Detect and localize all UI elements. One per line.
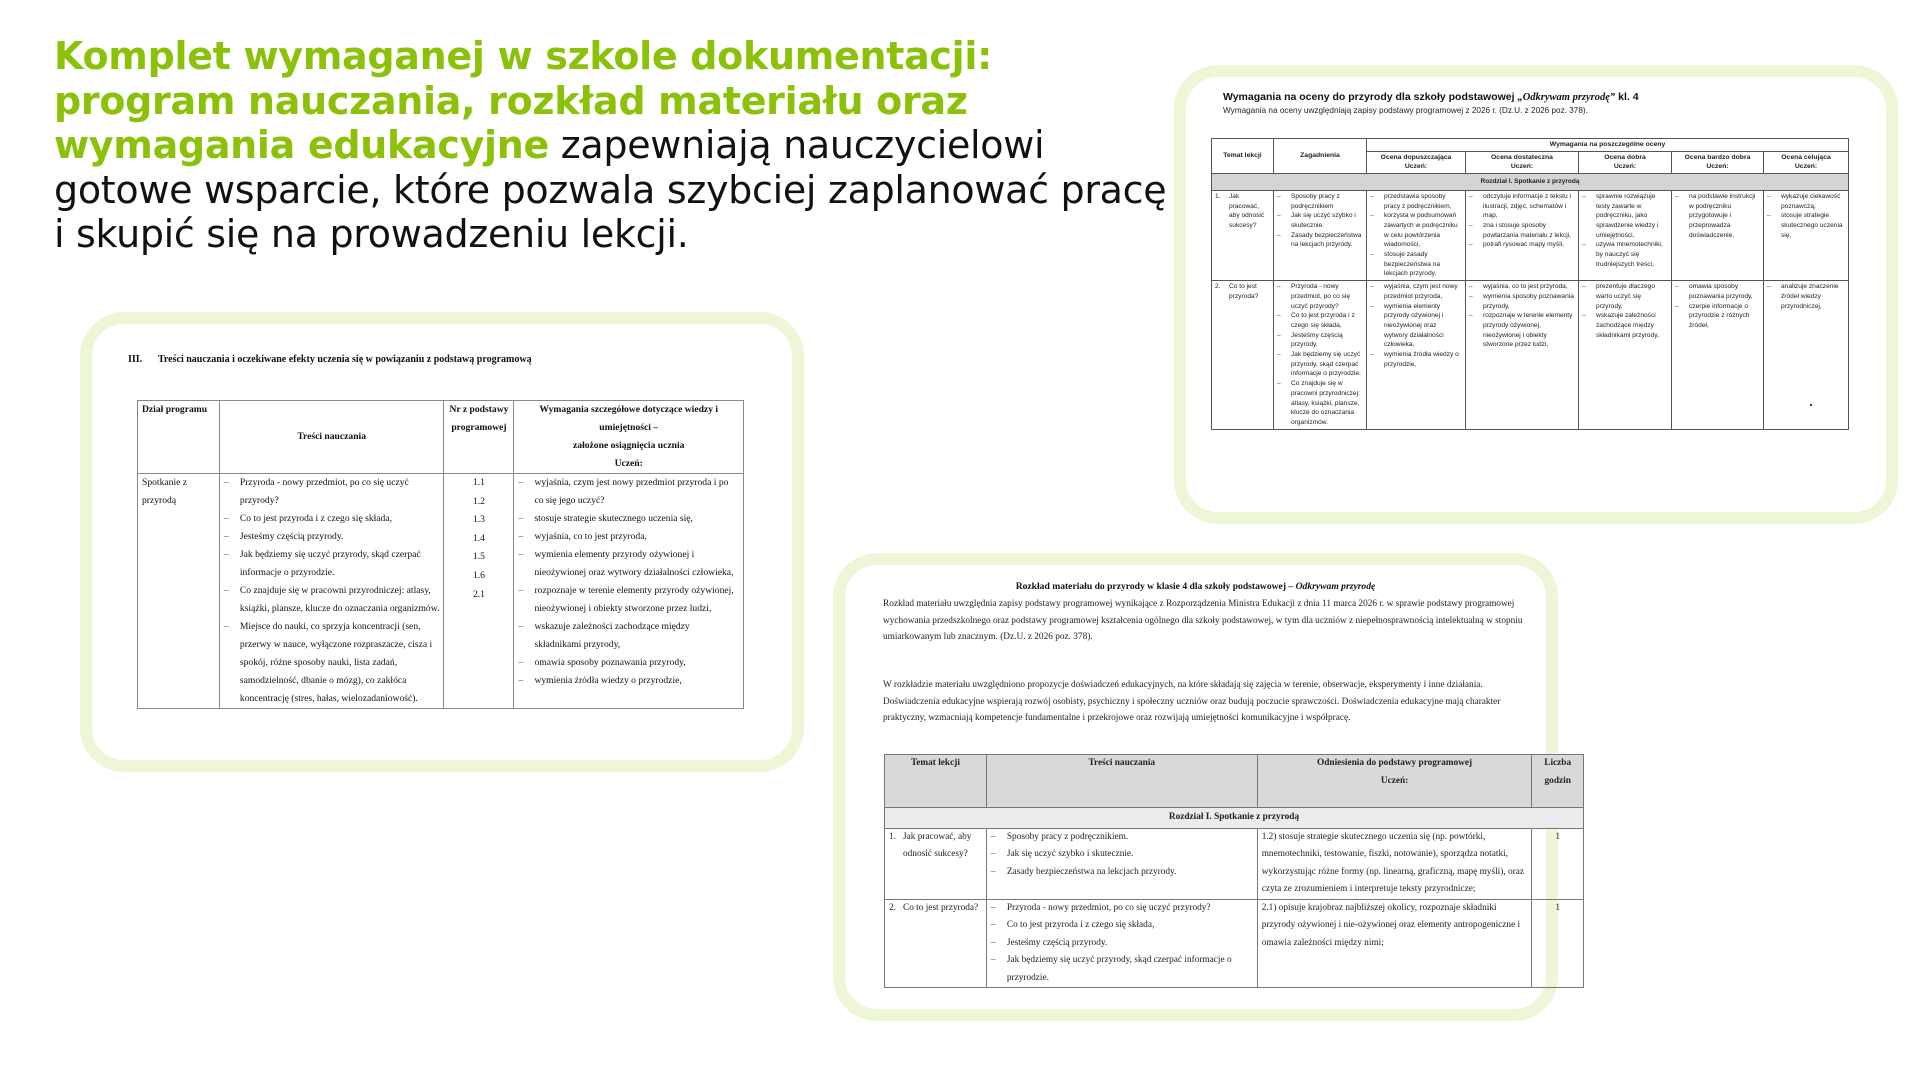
grade-uczen: Uczeń: <box>1706 163 1729 171</box>
program-document-card <box>80 312 804 772</box>
header-tresci: Treści nauczania <box>219 401 444 474</box>
list-item: – stosuje strategie skutecznego uczenia się, <box>518 510 739 528</box>
list-item: – Jesteśmy częścią przyrody. <box>1277 331 1363 350</box>
dash-list <box>1675 192 1760 241</box>
header-liczba: Liczba godzin <box>1532 755 1584 808</box>
program-section-title <box>128 354 532 365</box>
list-item: – Co to jest przyroda i z czego się składa, <box>1277 311 1363 330</box>
headline-rest: zapewniają nauczycielowi gotowe wsparcie, które pozwala szybciej zaplanować pracę i skupić się na prowadzeniu lekcji. <box>54 123 1167 256</box>
list-item: – Co znajduje się w pracowni przyrodniczej: atlasy, książki, plansze, klucze do oznaczania organizmów. <box>224 582 440 618</box>
dash-list <box>1582 192 1668 270</box>
topic-text: Jak pracować, aby odnosić sukcesy? <box>903 831 972 859</box>
list-item: – wyjaśnia, co to jest przyroda, <box>1469 282 1575 292</box>
page-dot <box>1810 404 1812 406</box>
list-item: – wymienia źródła wiedzy o przyrodzie, <box>1370 350 1462 369</box>
chapter-row <box>885 808 1584 829</box>
cell-hours: 1 <box>1532 899 1584 988</box>
table-header-row <box>138 401 744 474</box>
list-item: – Co to jest przyroda i z czego się składa, <box>224 510 440 528</box>
chapter-label: Rozdział I. Spotkanie z przyrodą <box>885 808 1584 829</box>
chapter-row <box>1212 174 1849 191</box>
grade-uczen: Uczeń: <box>1510 163 1534 171</box>
list-item: – wymienia elementy przyrody ożywionej i nieożywionej oraz wytwory działalności człowieka, <box>518 546 739 582</box>
list-item: – Jesteśmy częścią przyrody. <box>991 935 1253 953</box>
header-odniesienia <box>1257 755 1532 808</box>
cell-wymagania <box>514 474 744 709</box>
podstawa-number: 1.2 <box>472 495 485 507</box>
section-title-text: Treści nauczania i oczekiwane efekty uczenia się w powiązaniu z podstawą programową <box>158 354 532 365</box>
list-item: – Jesteśmy częścią przyrody. <box>224 528 440 546</box>
cell-topic <box>1212 190 1274 280</box>
cell-topic <box>885 899 987 988</box>
dash-list <box>1582 282 1668 340</box>
list-item: – używa mnemotechniki, by nauczyć się trudniejszych treści, <box>1582 240 1668 269</box>
header-grade-3 <box>1579 151 1672 173</box>
dash-list <box>1469 282 1575 350</box>
cell-g4 <box>1672 281 1764 430</box>
cell-odniesienia: 2.1) opisuje krajobraz najbliższej okolicy, rozpoznaje składniki przyrody ożywionej i nie-ożywionej oraz elementy antropogeniczne i omawia zależności między nimi; <box>1257 899 1532 988</box>
grade-name: Ocena dopuszczająca <box>1380 153 1452 161</box>
list-item: – wyjaśnia, czym jest nowy przedmiot przyroda, <box>1370 282 1462 301</box>
topic-number: 1. <box>889 831 896 842</box>
header-tresci: Treści nauczania <box>986 755 1257 808</box>
list-item: – Zasady bezpieczeństwa na lekcjach przyrody. <box>991 864 1253 882</box>
header-odniesienia-line2: Uczeń: <box>1380 775 1409 786</box>
grade-name: Ocena dobra <box>1604 153 1646 161</box>
list-item: – analizuje znaczenie źródeł wiedzy przyrodniczej, <box>1767 282 1845 311</box>
cell-g4 <box>1672 190 1764 280</box>
grades-table <box>1211 138 1849 430</box>
topic-text: Jak pracować, aby odnosić sukcesy? <box>1229 192 1265 229</box>
list-item: – potrafi rysować mapy myśli, <box>1469 240 1575 250</box>
list-item: – przedstawia sposoby pracy z podręcznikiem, <box>1370 192 1462 211</box>
cell-nr <box>444 474 514 709</box>
list-item: – Przyroda - nowy przedmiot, po co się uczyć przyrody? <box>991 900 1253 918</box>
section-number: III. <box>128 354 143 365</box>
header-wymagania <box>514 401 744 474</box>
list-item: – wymienia źródła wiedzy o przyrodzie, <box>518 672 739 690</box>
list-item: – Zasady bezpieczeństwa na lekcjach przyrody. <box>1277 231 1363 250</box>
dash-list <box>1767 282 1845 311</box>
program-table <box>137 400 744 709</box>
header-grade-5 <box>1764 151 1849 173</box>
header-zagadnienia: Zagadnienia <box>1274 139 1367 174</box>
cell-g3 <box>1579 281 1672 430</box>
header-grade-4 <box>1672 151 1764 173</box>
cell-g3 <box>1579 190 1672 280</box>
cell-tresci <box>986 828 1257 899</box>
list-item: – prezentuje dlaczego warto uczyć się przyrody, <box>1582 282 1668 311</box>
list-item: – wyjaśnia, czym jest nowy przedmiot przyroda i po co się jego uczyć? <box>518 474 739 510</box>
cell-dzial: Spotkanie z przyrodą <box>138 474 220 709</box>
cell-g5 <box>1764 281 1849 430</box>
schedule-paragraphs-2-3 <box>883 677 1523 727</box>
list-item: – Sposoby pracy z podręcznikiem. <box>991 829 1253 847</box>
dash-list <box>991 900 1253 988</box>
list-item: – Jak będziemy się uczyć przyrody, skąd czerpać informacje o przyrodzie. <box>224 546 440 582</box>
list-item: – sprawnie rozwiązuje testy zawarte w podręczniku, jako sprawdzenie wiedzy i umiejętności, <box>1582 192 1668 241</box>
list-item: – omawia sposoby poznawania przyrody, <box>1675 282 1760 301</box>
chapter-label: Rozdział I. Spotkanie z przyrodą <box>1212 174 1849 191</box>
podstawa-number: 1.5 <box>472 551 485 563</box>
table-row <box>1212 281 1849 430</box>
grades-title-italic: „Odkrywam przyrodę” <box>1517 92 1616 103</box>
header-grade-2 <box>1466 151 1579 173</box>
cell-topic <box>885 828 987 899</box>
schedule-title-italic: Odkrywam przyrodę <box>1295 581 1376 592</box>
dash-list <box>1675 282 1760 331</box>
list-item: – rozpoznaje w terenie elementy przyrody ożywionej, nieożywionej i obiekty stworzone przez ludzi, <box>1469 311 1575 350</box>
dash-list <box>991 829 1253 882</box>
headline-highlight: Komplet wymaganej w szkole dokumentacji: program nauczania, rozkład materiału oraz wymagania edukacyjne <box>54 34 993 167</box>
table-row <box>138 474 744 709</box>
grade-uczen: Uczeń: <box>1613 163 1637 171</box>
header-temat: Temat lekcji <box>1212 139 1274 174</box>
grades-title-main: Wymagania na oceny do przyrody dla szkoły podstawowej <box>1223 91 1518 103</box>
topic-text: Co to jest przyroda? <box>903 902 979 913</box>
dash-list <box>1370 282 1462 369</box>
header-odniesienia-line1: Odniesienia do podstawy programowej <box>1317 758 1473 768</box>
table-row <box>885 899 1584 988</box>
topic <box>889 900 982 918</box>
grade-uczen: Uczeń: <box>1794 163 1818 171</box>
header-nr: Nr z podstawy programowej <box>444 401 514 474</box>
list-item: – Jak będziemy się uczyć przyrody, skąd czerpać informacje o przyrodzie. <box>991 952 1253 987</box>
dash-list <box>1277 192 1363 250</box>
cell-odniesienia: 1.2) stosuje strategie skutecznego uczenia się (np. powtórki, mnemotechniki, testowanie, fiszki, notowanie), sporządza notatki, wykorzystując różne formy (np. linearną, graficzną, mapę myśli), oraz czyta ze zrozumieniem i interpretuje teksty przyrodnicze; <box>1257 828 1532 899</box>
topic-number: 1. <box>1215 192 1221 200</box>
list-item: – odczytuje informacje z tekstu i ilustracji, zdjęć, schematów i map, <box>1469 192 1575 221</box>
header-group: Wymagania na poszczególne oceny <box>1367 139 1849 152</box>
cell-g5 <box>1764 190 1849 280</box>
headline <box>54 34 1184 257</box>
schedule-document-card <box>833 553 1572 1021</box>
grades-header-row-1 <box>1212 139 1849 152</box>
list-item: – korzysta w podsumowań zawartych w podręczniku w celu powtórzenia wiadomości, <box>1370 211 1462 250</box>
cell-zagadnienia <box>1274 281 1367 430</box>
list-item: – wyjaśnia, co to jest przyroda, <box>518 528 739 546</box>
podstawa-number: 1.6 <box>472 569 485 581</box>
topic <box>1215 282 1270 301</box>
list-item: – wskazuje zależności zachodzące między składnikami przyrody, <box>518 618 739 654</box>
schedule-doc-title <box>845 581 1546 592</box>
list-item: – Sposoby pracy z podręcznikiem <box>1277 192 1363 211</box>
list-item: – czerpie informacje o przyrodzie z różnych źródeł, <box>1675 302 1760 331</box>
list-item: – Przyroda - nowy przedmiot, po co się uczyć przyrody? <box>1277 282 1363 311</box>
cell-tresci <box>219 474 444 709</box>
schedule-table <box>884 754 1584 988</box>
list-item: – stosuje strategie skutecznego uczenia się, <box>1767 211 1845 240</box>
podstawa-number: 1.1 <box>472 477 485 488</box>
schedule-header-row <box>885 755 1584 808</box>
grade-name: Ocena dostateczna <box>1491 153 1553 161</box>
topic <box>1215 192 1270 231</box>
grade-name: Ocena bardzo dobra <box>1684 153 1751 161</box>
cell-g2 <box>1466 190 1579 280</box>
schedule-paragraph-1: Rozkład materiału uwzględnia zapisy podstawy programowej wynikające z Rozporządzenia Ministra Edukacji z dnia 11 marca 2026 r. w sprawie podstawy programowej wychowania przedszkolnego oraz podstawy programowej kształcenia ogólnego dla szkoły podstawowej, w tym dla uczniów z niepełnosprawnością intelektualną w stopniu umiarkowanym lub znacznym. (Dz.U. z 2026 poz. 378). <box>883 599 1523 642</box>
schedule-paragraph-3: Doświadczenia edukacyjne wspierają rozwój osobisty, psychiczny i społeczny uczniów oraz budują poczucie sprawczości. Doświadczenia edukacyjne mają charakter praktyczny, wzmacniają kompetencje fundamentalne i przekrojowe oraz rozwijają umiejętności komunikacyjne i współpracę. <box>883 696 1501 723</box>
dash-list <box>1767 192 1845 241</box>
schedule-title-main: Rozkład materiału do przyrody w klasie 4 dla szkoły podstawowej – <box>1015 581 1296 592</box>
list-item: – zna i stosuje sposoby powtarzania materiału z lekcji, <box>1469 221 1575 240</box>
header-temat: Temat lekcji <box>885 755 987 808</box>
table-row <box>885 828 1584 899</box>
grades-doc-title <box>1223 91 1639 103</box>
list-item: – wskazuje zależności zachodzące między składnikami przyrody, <box>1582 311 1668 340</box>
cell-tresci <box>986 899 1257 988</box>
dash-list <box>1277 282 1363 428</box>
topic-number: 2. <box>1215 283 1221 291</box>
podstawa-number: 1.4 <box>472 532 485 544</box>
grade-uczen: Uczeń: <box>1404 163 1428 171</box>
list-item: – wymienia sposoby poznawania przyrody, <box>1469 292 1575 311</box>
list-item: – na podstawie instrukcji w podręczniku przygotowuje i przeprowadza doświadczenie, <box>1675 192 1760 241</box>
dash-list <box>1370 192 1462 279</box>
header-wymagania-line2: założone osiągnięcia ucznia <box>573 440 685 451</box>
header-dzial: Dział programu <box>138 401 220 474</box>
list-item: – Przyroda - nowy przedmiot, po co się uczyć przyrody? <box>224 474 440 510</box>
header-wymagania-line1: Wymagania szczegółowe dotyczące wiedzy i umiejętności – <box>539 404 719 433</box>
cell-hours: 1 <box>1532 828 1584 899</box>
list-item: – rozpoznaje w terenie elementy przyrody ożywionej, nieożywionej i obiekty stworzone przez ludzi, <box>518 582 739 618</box>
cell-g1 <box>1367 281 1466 430</box>
list-item: – Miejsce do nauki, co sprzyja koncentracji (sen, przerwy w nauce, wyłączone rozpraszacze, cisza i spokój, różne sposoby nauki, lista zadań, samodzielność, dbanie o mózg), co zakłóca koncentrację (stres, hałas, wielozadaniowość). <box>224 618 440 708</box>
table-row <box>1212 190 1849 280</box>
list-item: – stosuje zasady bezpieczeństwa na lekcjach przyrody, <box>1370 250 1462 279</box>
schedule-paragraph-2: W rozkładzie materiału uwzględniono propozycje doświadczeń edukacyjnych, na które składają się zajęcia w terenie, obserwacje, eksperymenty i inne działania. <box>883 680 1483 690</box>
cell-zagadnienia <box>1274 190 1367 280</box>
list-item: – wykazuje ciekawość poznawczą, <box>1767 192 1845 211</box>
list-item: – Jak będziemy się uczyć przyrody, skąd czerpać informacje o przyrodzie. <box>1277 350 1363 379</box>
grades-document-card <box>1174 65 1898 524</box>
cell-g2 <box>1466 281 1579 430</box>
podstawa-number: 2.1 <box>472 588 485 600</box>
topic-number: 2. <box>889 902 896 913</box>
grade-name: Ocena celująca <box>1781 153 1831 161</box>
grades-title-end: kl. 4 <box>1615 91 1639 103</box>
list-item: – Co znajduje się w pracowni przyrodniczej: atlasy, książki, plansze, klucze do oznaczania organizmów. <box>1277 379 1363 428</box>
cell-topic <box>1212 281 1274 430</box>
grades-doc-subtitle: Wymagania na oceny uwzględniają zapisy podstawy programowej z 2026 r. (Dz.U. z 2026 poz. 378). <box>1223 106 1588 115</box>
topic <box>889 829 982 864</box>
dash-list <box>1469 192 1575 250</box>
list-item: – Co to jest przyroda i z czego się składa, <box>991 917 1253 935</box>
list-item: – omawia sposoby poznawania przyrody, <box>518 654 739 672</box>
topic-text: Co to jest przyroda? <box>1229 283 1259 300</box>
list-item: – Jak się uczyć szybko i skutecznie. <box>991 846 1253 864</box>
list-item: – wymienia elementy przyrody ożywionej i nieożywionej oraz wytwory działalności człowieka, <box>1370 302 1462 351</box>
cell-g1 <box>1367 190 1466 280</box>
podstawa-number: 1.3 <box>472 514 485 526</box>
header-wymagania-line3: Uczeń: <box>614 458 643 469</box>
header-grade-1 <box>1367 151 1466 173</box>
list-item: – Jak się uczyć szybko i skutecznie. <box>1277 211 1363 230</box>
